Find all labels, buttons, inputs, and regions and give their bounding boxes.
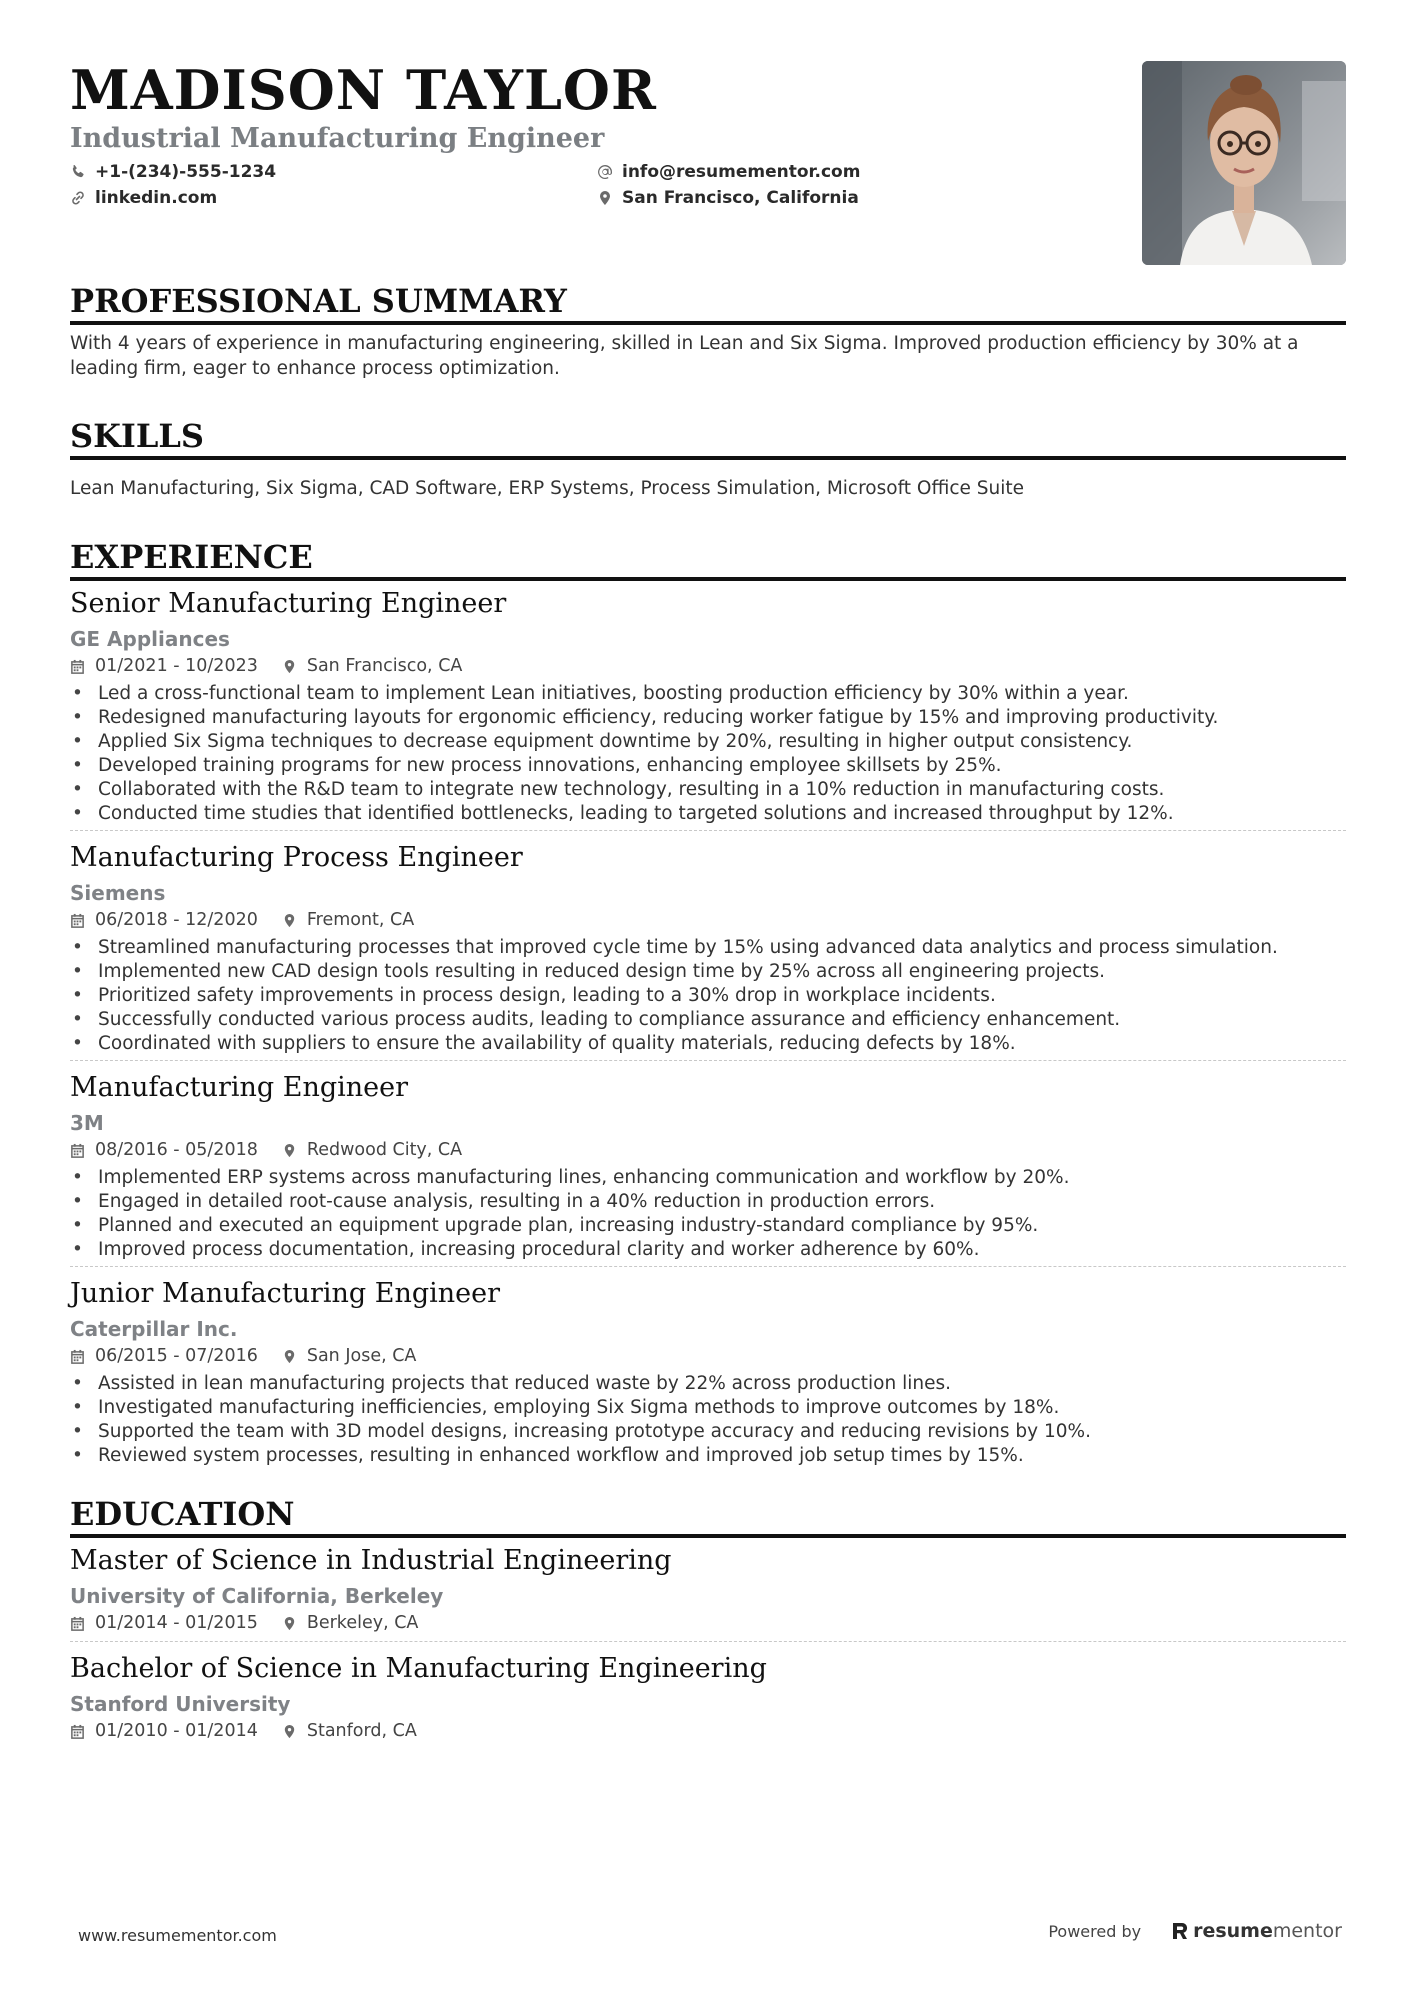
school-name: University of California, Berkeley bbox=[70, 1584, 444, 1608]
job-role: Manufacturing Engineer bbox=[70, 1072, 409, 1103]
calendar-icon bbox=[70, 1616, 85, 1631]
bullet-item: • Streamlined manufacturing processes that improved cycle time by 15% using advanced data analytics and process simulation. bbox=[70, 936, 1346, 960]
bullet-item: • Supported the team with 3D model designs, increasing prototype accuracy and reducing revisions by 10%. bbox=[70, 1420, 1346, 1444]
bullet-item: • Redesigned manufacturing layouts for ergonomic efficiency, reducing worker fatigue by 15% and improving productivity. bbox=[70, 706, 1346, 730]
job-meta bbox=[70, 1137, 1346, 1164]
degree-title: Bachelor of Science in Manufacturing Engineering bbox=[70, 1653, 767, 1684]
candidate-name: MADISON TAYLOR bbox=[70, 58, 657, 122]
job-meta bbox=[70, 907, 1346, 934]
job-location bbox=[282, 1137, 462, 1164]
bullet-item: • Implemented new CAD design tools resulting in reduced design time by 25% across all engineering projects. bbox=[70, 960, 1346, 984]
profile-photo-illustration bbox=[1142, 61, 1346, 265]
calendar-icon bbox=[70, 1143, 85, 1158]
summary-text: With 4 years of experience in manufacturing engineering, skilled in Lean and Six Sigma. Improved production efficiency by 30% at a leading firm, eager to enhance process optimization. bbox=[70, 333, 1299, 379]
footer-website[interactable]: www.resumementor.com bbox=[78, 1926, 277, 1945]
bullet-item: • Prioritized safety improvements in process design, leading to a 30% drop in workplace incidents. bbox=[70, 984, 1346, 1008]
bullet-item: • Led a cross-functional team to implement Lean initiatives, boosting production efficiency by 30% within a year. bbox=[70, 682, 1346, 706]
education-entry bbox=[70, 1641, 1346, 1749]
education-heading: EDUCATION bbox=[70, 1496, 1346, 1538]
job-role: Junior Manufacturing Engineer bbox=[70, 1278, 501, 1309]
job-dates: 08/2016 - 05/2018 bbox=[95, 1140, 258, 1160]
calendar-icon bbox=[70, 1349, 85, 1364]
location-text: San Francisco, California bbox=[622, 188, 859, 208]
bullet-item: • Collaborated with the R&D team to integrate new technology, resulting in a 10% reduction in manufacturing costs. bbox=[70, 778, 1346, 802]
job-bullets bbox=[70, 1372, 1346, 1468]
map-pin-icon bbox=[282, 1143, 297, 1158]
map-pin-icon bbox=[282, 1724, 297, 1739]
calendar-icon bbox=[70, 913, 85, 928]
school-name: Stanford University bbox=[70, 1692, 291, 1716]
job-company: Siemens bbox=[70, 881, 166, 905]
map-pin-icon bbox=[282, 1349, 297, 1364]
phone-text: +1-(234)-555-1234 bbox=[95, 162, 277, 182]
job-meta bbox=[70, 653, 1346, 680]
job-dates: 06/2015 - 07/2016 bbox=[95, 1346, 258, 1366]
job-role: Manufacturing Process Engineer bbox=[70, 842, 523, 873]
map-pin-icon bbox=[597, 190, 613, 206]
linkedin-text: linkedin.com bbox=[95, 188, 218, 208]
contact-email[interactable] bbox=[597, 162, 897, 182]
experience-section bbox=[70, 539, 1346, 1472]
job-company: Caterpillar Inc. bbox=[70, 1317, 238, 1341]
skills-heading: SKILLS bbox=[70, 418, 1346, 460]
link-icon bbox=[70, 190, 86, 206]
powered-by-label: Powered by bbox=[1048, 1921, 1142, 1941]
skills-text: Lean Manufacturing, Six Sigma, CAD Software, ERP Systems, Process Simulation, Microsoft Office Suite bbox=[70, 478, 1025, 499]
experience-entry bbox=[70, 587, 1346, 830]
education-dates: 01/2010 - 01/2014 bbox=[95, 1721, 258, 1741]
degree-title: Master of Science in Industrial Engineering bbox=[70, 1545, 672, 1576]
bullet-item: • Engaged in detailed root-cause analysis, resulting in a 40% reduction in production errors. bbox=[70, 1190, 1346, 1214]
job-dates: 06/2018 - 12/2020 bbox=[95, 910, 258, 930]
job-location bbox=[282, 1343, 417, 1370]
experience-entry bbox=[70, 1060, 1346, 1266]
map-pin-icon bbox=[282, 659, 297, 674]
skills-section bbox=[70, 418, 1346, 501]
job-location bbox=[282, 653, 463, 680]
resume-header bbox=[70, 58, 1346, 283]
email-text: info@resumementor.com bbox=[622, 162, 861, 182]
bullet-item: • Conducted time studies that identified bottlenecks, leading to targeted solutions and increased throughput by 12%. bbox=[70, 802, 1346, 826]
experience-heading: EXPERIENCE bbox=[70, 539, 1346, 581]
footer-branding bbox=[1048, 1920, 1342, 1942]
brand-bold-text: resume bbox=[1193, 1920, 1273, 1942]
profile-photo bbox=[1142, 61, 1346, 265]
job-company: GE Appliances bbox=[70, 627, 230, 651]
bullet-item: • Developed training programs for new process innovations, enhancing employee skillsets by 25%. bbox=[70, 754, 1346, 778]
summary-section bbox=[70, 283, 1346, 381]
education-section bbox=[70, 1496, 1346, 1749]
education-entry bbox=[70, 1544, 1346, 1641]
bullet-item: • Coordinated with suppliers to ensure the availability of quality materials, reducing defects by 18%. bbox=[70, 1032, 1346, 1056]
job-location bbox=[282, 907, 414, 934]
education-dates: 01/2014 - 01/2015 bbox=[95, 1613, 258, 1633]
job-dates: 01/2021 - 10/2023 bbox=[95, 656, 258, 676]
bullet-item: • Successfully conducted various process audits, leading to compliance assurance and efficiency enhancement. bbox=[70, 1008, 1346, 1032]
job-role: Senior Manufacturing Engineer bbox=[70, 588, 507, 619]
summary-heading: PROFESSIONAL SUMMARY bbox=[70, 283, 1346, 325]
calendar-icon bbox=[70, 1724, 85, 1739]
job-location-text: Redwood City, CA bbox=[306, 1140, 463, 1160]
bullet-item: • Improved process documentation, increasing procedural clarity and worker adherence by 60%. bbox=[70, 1238, 1346, 1262]
job-bullets bbox=[70, 682, 1346, 826]
at-icon bbox=[597, 164, 613, 180]
education-location-text: Berkeley, CA bbox=[306, 1613, 419, 1633]
contact-phone[interactable] bbox=[70, 162, 597, 182]
job-company: 3M bbox=[70, 1111, 104, 1135]
job-location-text: Fremont, CA bbox=[306, 910, 415, 930]
education-meta bbox=[70, 1718, 1346, 1745]
bullet-item: • Investigated manufacturing inefficiencies, employing Six Sigma methods to improve outcomes by 18%. bbox=[70, 1396, 1346, 1420]
contact-location bbox=[597, 188, 897, 208]
resume-page bbox=[70, 58, 1346, 1749]
bullet-item: • Implemented ERP systems across manufacturing lines, enhancing communication and workflow by 20%. bbox=[70, 1166, 1346, 1190]
contact-linkedin[interactable] bbox=[70, 188, 597, 208]
bullet-item: • Assisted in lean manufacturing projects that reduced waste by 22% across production lines. bbox=[70, 1372, 1346, 1396]
education-location-text: Stanford, CA bbox=[306, 1721, 417, 1741]
experience-entry bbox=[70, 830, 1346, 1060]
map-pin-icon bbox=[282, 1616, 297, 1631]
job-location-text: San Francisco, CA bbox=[306, 656, 463, 676]
job-location-text: San Jose, CA bbox=[306, 1346, 417, 1366]
job-bullets bbox=[70, 936, 1346, 1056]
experience-entry bbox=[70, 1266, 1346, 1472]
bullet-item: • Applied Six Sigma techniques to decrease equipment downtime by 20%, resulting in higher output consistency. bbox=[70, 730, 1346, 754]
job-meta bbox=[70, 1343, 1346, 1370]
bullet-item: • Reviewed system processes, resulting in enhanced workflow and improved job setup times by 15%. bbox=[70, 1444, 1346, 1468]
calendar-icon bbox=[70, 659, 85, 674]
brand-light-text: mentor bbox=[1272, 1920, 1342, 1942]
phone-icon bbox=[70, 164, 86, 180]
education-location bbox=[282, 1610, 419, 1637]
candidate-title: Industrial Manufacturing Engineer bbox=[70, 123, 605, 154]
brand-logo[interactable] bbox=[1171, 1920, 1342, 1942]
map-pin-icon bbox=[282, 913, 297, 928]
job-bullets bbox=[70, 1166, 1346, 1262]
education-location bbox=[282, 1718, 417, 1745]
resumementor-logo-icon bbox=[1171, 1921, 1189, 1941]
bullet-item: • Planned and executed an equipment upgrade plan, increasing industry-standard compliance by 95%. bbox=[70, 1214, 1346, 1238]
education-meta bbox=[70, 1610, 1346, 1637]
